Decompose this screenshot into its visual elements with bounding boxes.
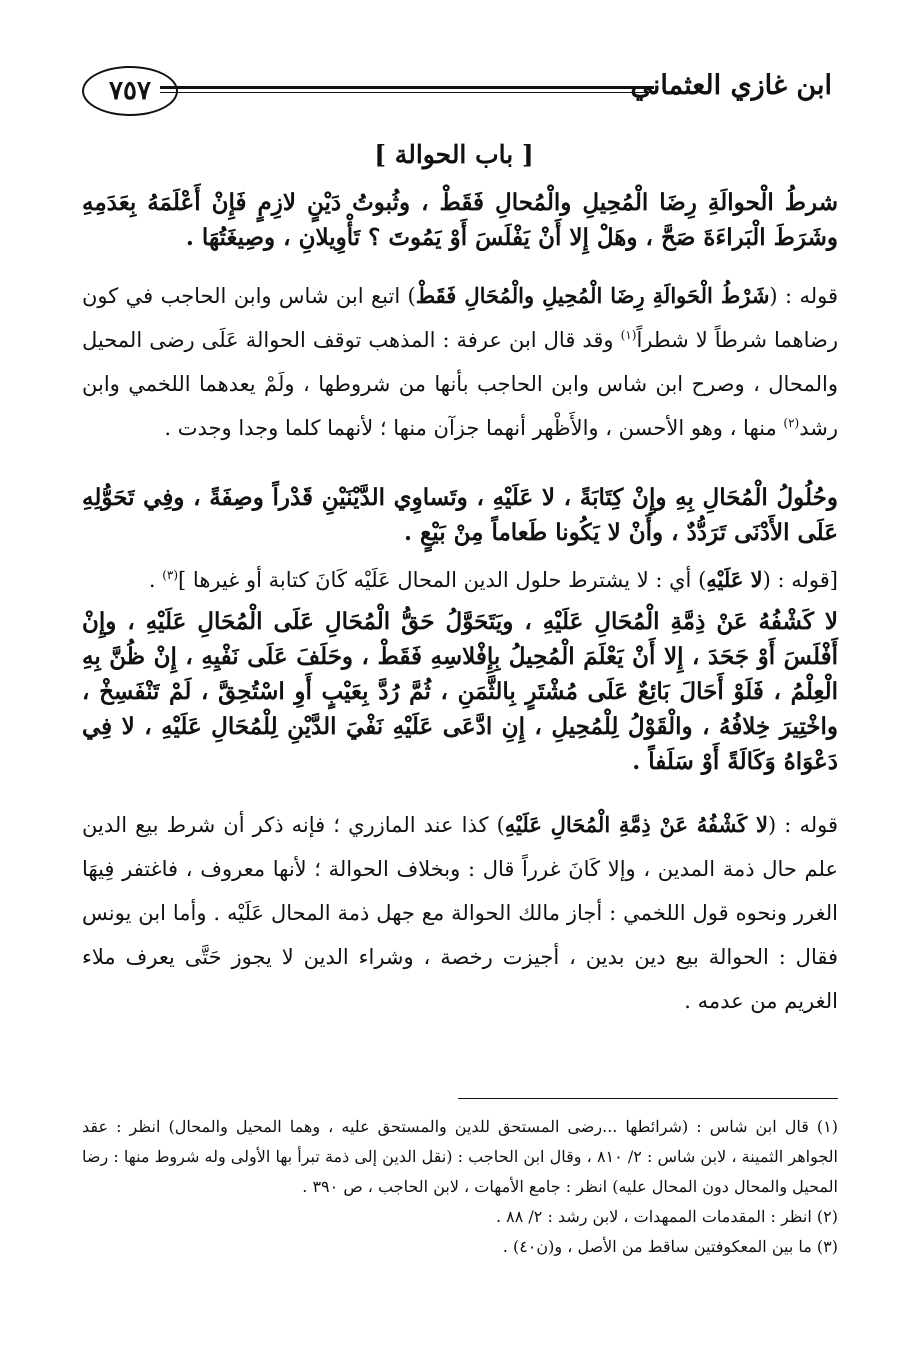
matn-text: وحُلُولُ الْمُحَالِ بِهِ وإِنْ كِتَابَةً ، لا عَلَيْهِ ، وتَساوِي الدَّيْنَيْنِ قَدْراً وصِفَةً ، وفِي تَحَوُّلِهِ عَلَى الأَدْنَى تَرَدُّدٌ ، وأَنْ لا يَكُونا طَعاماً مِنْ بَيْعٍ . [82,484,838,546]
matn-paragraph [82,604,838,779]
commentary-paragraph [82,803,838,1023]
footnotes [82,1112,838,1262]
commentary-prefix: قوله : ( [768,813,839,837]
matn-text: شرطُ الْحوالَةِ رِضَا الْمُحِيلِ والْمُحالِ فَقَطْ ، وثُبوتُ دَيْنٍ لازِمٍ فَإِنْ أَعْلَمَهُ بِعَدَمِهِ وشَرَطَ الْبَراءَةَ صَحَّ ، وهَلْ إِلا أَنْ يَفْلَسَ أَوْ يَمُوتَ ؟ تَأْوِيلانِ ، وصِيغَتُهَا . [82,189,838,251]
footnote-ref-3[interactable]: (٣) [162,568,179,582]
header-rule [160,86,654,89]
commentary-quote: شَرْطُ الْحَوالَةِ رِضَا الْمُحِيلِ والْمُحَالِ فَقَطْ [415,283,770,308]
commentary-quote: لا عَلَيْهِ [706,567,763,592]
commentary-prefix: قوله : ( [769,284,838,308]
commentary-body: منها ، وهو الأحسن ، والأَظْهر أنهما جزآن منها ؛ لأنهما كلما وجدا وجدت . [164,416,784,440]
commentary-body: ) أي : لا يشترط حلول الدين المحال عَلَيْه كَانَ كتابة أو غيرها ] [178,568,707,592]
commentary-text [82,803,838,1023]
commentary-paragraph [82,274,838,450]
commentary-text [82,274,838,450]
commentary-body: ) كذا عند المازري ؛ فإنه ذكر أن شرط بيع الدين علم حال ذمة المدين ، وإلا كَانَ غرراً قال : وبخلاف الحوالة ؛ لأنها معروف ، فاغتفر فِيهَا الغرر ونحوه قول اللخمي : أجاز مالك الحوالة مع جهل ذمة المحال عَلَيْه . وأما ابن يونس فقال : الحوالة بيع دين بدين ، أجيزت رخصة ، وشراء الدين لا يجوز حَتَّى يعرف ملاء الغريم من عدمه . [82,813,838,1013]
footnote-ref-1[interactable]: (١) [620,328,637,342]
commentary-quote: لا كَشْفُهُ عَنْ ذِمَّةِ الْمُحَالِ عَلَيْهِ [504,812,769,837]
footnote-2: (٢) انظر : المقدمات الممهدات ، لابن رشد : ٢/ ٨٨ . [495,1207,838,1226]
commentary-body: ) اتبع ابن شاس وابن الحاجب في كون رضاهما شرطاً لا شطراً [82,284,838,352]
commentary-body: وقد قال ابن عرفة : المذهب توقف الحوالة عَلَى رضى المحيل والمحال ، وصرح ابن شاس وابن الحاجب بأنها من شروطها ، ولَمْ يعدهما اللخمي وابن رشد [82,328,838,440]
matn-paragraph [82,185,838,255]
footnote-ref-2[interactable]: (٢) [783,416,800,430]
matn-text: لا كَشْفُهُ عَنْ ذِمَّةِ الْمُحَالِ عَلَيْهِ ، ويَتَحَوَّلُ حَقُّ الْمُحَالِ عَلَى الْمُحَالِ عَلَيْهِ ، وإِنْ أَفْلَسَ أَوْ جَحَدَ ، إِلا أَنْ يَعْلَمَ الْمُحِيلُ بِإِفْلاسِهِ فَقَطْ ، وحَلَفَ عَلَى نَفْيِهِ ، إِنْ ظُنَّ بِهِ الْعِلْمُ ، فَلَوْ أَحَالَ بَائِعٌ عَلَى مُشْتَرٍ بِالثَّمَنِ ، ثُمَّ رُدَّ بِعَيْبٍ أَوِ اسْتُحِقَّ ، لَمْ تَنْفَسِخْ ، واخْتِيرَ خِلافُهُ ، والْقَوْلُ لِلْمُحِيلِ ، إِنِ ادَّعَى عَلَيْهِ نَفْيَ الدَّيْنِ لِلْمُحَالِ عَلَيْهِ ، لا فِي دَعْوَاهُ وَكَالَةً أَوْ سَلَفاً . [82,608,838,775]
page-number: ٧٥٧ [82,66,178,116]
footnote-3: (٣) ما بين المعكوفتين ساقط من الأصل ، و(ن٤٠) . [502,1237,838,1256]
commentary-prefix: [قوله : ( [762,568,838,592]
footnote-1: (١) قال ابن شاس : (شرائطها ...رضى المستحق للدين والمستحق عليه ، وهما المحيل والمحال) انظر : عقد الجواهر الثمينة ، لابن شاس : ٢/ ٨١٠ ، وقال ابن الحاجب : (نقل الدين إلى ذمة تبرأ بها الأولى وله شروط منها : رضا المحيل والمحال دون المحال عليه) انظر : جامع الأمهات ، لابن الحاجب ، ص ٣٩٠ . [82,1117,838,1196]
commentary-text [82,558,838,602]
matn-paragraph [82,480,838,550]
commentary-paragraph [82,558,838,602]
section-heading: [ باب الحوالة ] [374,140,534,169]
header-rule-thin [160,92,654,93]
commentary-end: . [148,568,163,592]
running-header-title: ابن غازي العثماني [630,70,832,101]
footnote-separator [458,1098,838,1099]
